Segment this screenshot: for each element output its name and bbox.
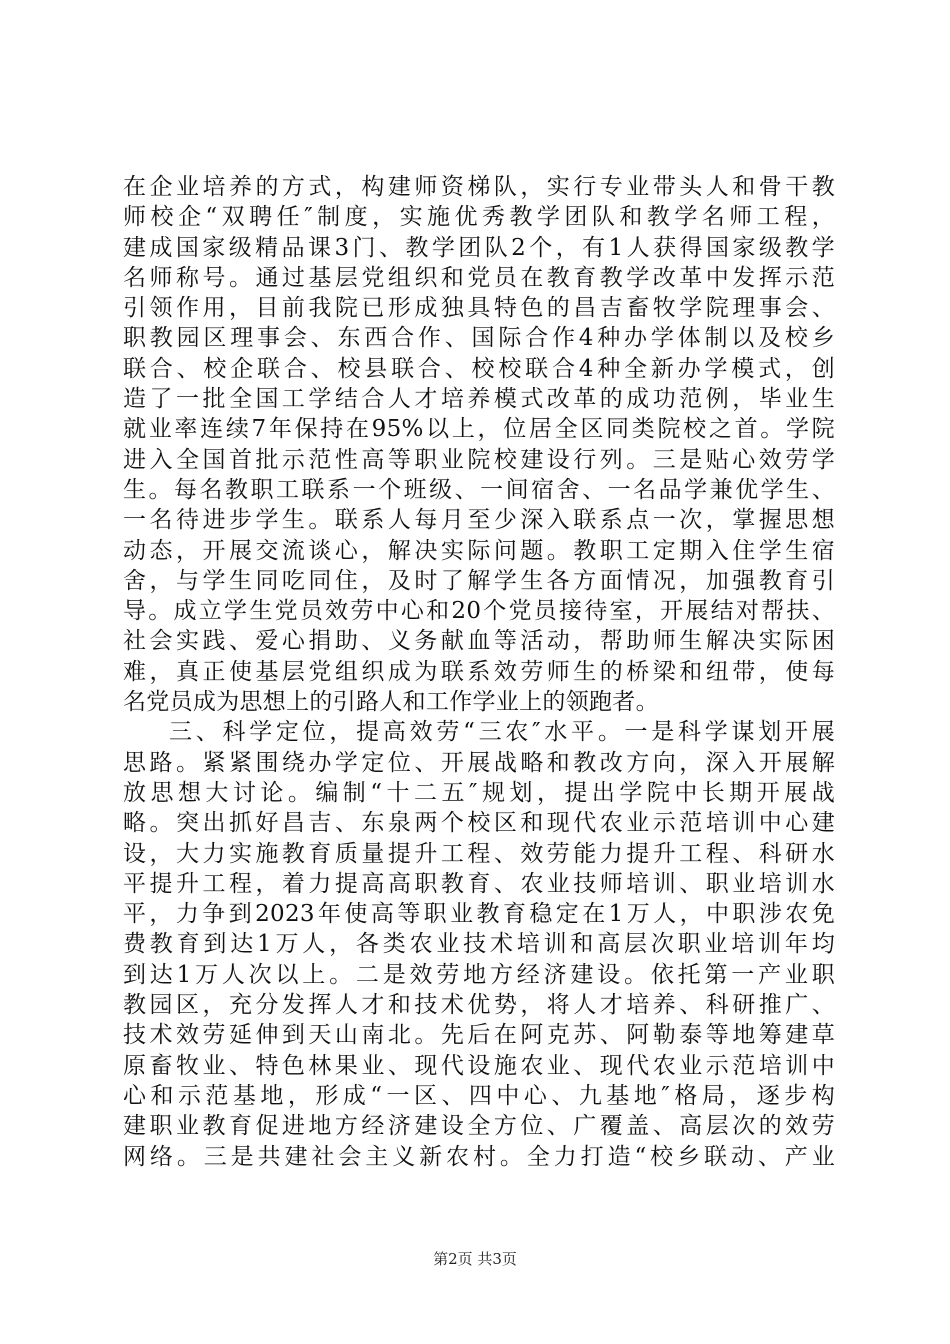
text-line: 放思想大讨论。编制“十二五″规划，提出学院中长期开展战 — [123, 779, 835, 806]
text-line: 教园区，充分发挥人才和技术优势，将人才培养、科研推广、 — [123, 992, 835, 1019]
text-line: 费教育到达1万人，各类农业技术培训和高层次职业培训年均 — [123, 931, 835, 958]
text-line: 就业率连续7年保持在95%以上，位居全区同类院校之首。学院 — [123, 416, 835, 443]
text-line: 动态，开展交流谈心，解决实际问题。教职工定期入住学生宿 — [123, 537, 835, 564]
text-line: 建职业教育促进地方经济建设全方位、广覆盖、高层次的效劳 — [123, 1113, 835, 1140]
paragraph-2 — [123, 717, 835, 1171]
page-footer: 第2页 共3页 — [433, 1250, 517, 1268]
text-line: 生。每名教职工联系一个班级、一间宿舍、一名品学兼优学生、 — [123, 476, 835, 503]
text-line: 网络。三是共建社会主义新农村。全力打造“校乡联动、产业 — [123, 1143, 835, 1170]
text-line: 进入全国首批示范性高等职业院校建设行列。三是贴心效劳学 — [123, 446, 835, 473]
text-line: 名党员成为思想上的引路人和工作学业上的领跑者。 — [123, 689, 659, 716]
text-line: 造了一批全国工学结合人才培养模式改革的成功范例，毕业生 — [123, 386, 835, 413]
text-line: 难，真正使基层党组织成为联系效劳师生的桥梁和纽带，使每 — [123, 658, 835, 685]
text-line: 原畜牧业、特色林果业、现代设施农业、现代农业示范培训中 — [123, 1052, 835, 1079]
text-line: 一名待进步学生。联系人每月至少深入联系点一次，掌握思想 — [123, 507, 835, 534]
text-line: 思路。紧紧围绕办学定位、开展战略和教改方向，深入开展解 — [123, 749, 835, 776]
text-line: 名师称号。通过基层党组织和党员在教育教学改革中发挥示范 — [123, 264, 835, 291]
text-line: 略。突出抓好昌吉、东泉两个校区和现代农业示范培训中心建 — [123, 810, 835, 837]
text-line: 职教园区理事会、东西合作、国际合作4种办学体制以及校乡 — [123, 325, 835, 352]
text-line: 舍，与学生同吃同住，及时了解学生各方面情况，加强教育引 — [123, 567, 835, 594]
text-line: 在企业培养的方式，构建师资梯队，实行专业带头人和骨干教 — [123, 174, 835, 200]
text-line: 平提升工程，着力提高高职教育、农业技师培训、职业培训水 — [123, 870, 835, 897]
text-line: 引领作用，目前我院已形成独具特色的昌吉畜牧学院理事会、 — [123, 295, 835, 322]
text-line: 联合、校企联合、校县联合、校校联合4种全新办学模式，创 — [123, 355, 835, 382]
text-line: 平，力争到2023年使高等职业教育稳定在1万人，中职涉农免 — [123, 901, 835, 928]
text-line: 师校企“双聘任″制度，实施优秀教学团队和教学名师工程， — [123, 204, 835, 231]
text-line: 设，大力实施教育质量提升工程、效劳能力提升工程、科研水 — [123, 840, 835, 867]
paragraph-1 — [123, 172, 835, 717]
text-line: 到达1万人次以上。二是效劳地方经济建设。依托第一产业职 — [123, 961, 835, 988]
text-line: 技术效劳延伸到天山南北。先后在阿克苏、阿勒泰等地筹建草 — [123, 1022, 835, 1049]
body-text — [123, 172, 835, 1172]
text-line: 三、科学定位，提高效劳“三农″水平。一是科学谋划开展 — [169, 719, 835, 746]
text-line: 导。成立学生党员效劳中心和20个党员接待室，开展结对帮扶、 — [123, 598, 835, 625]
text-line: 心和示范基地，形成“一区、四中心、九基地″格局，逐步构 — [123, 1082, 835, 1109]
text-line: 建成国家级精品课3门、教学团队2个，有1人获得国家级教学 — [123, 234, 835, 261]
text-line: 社会实践、爱心捐助、义务献血等活动，帮助师生解决实际困 — [123, 628, 835, 655]
